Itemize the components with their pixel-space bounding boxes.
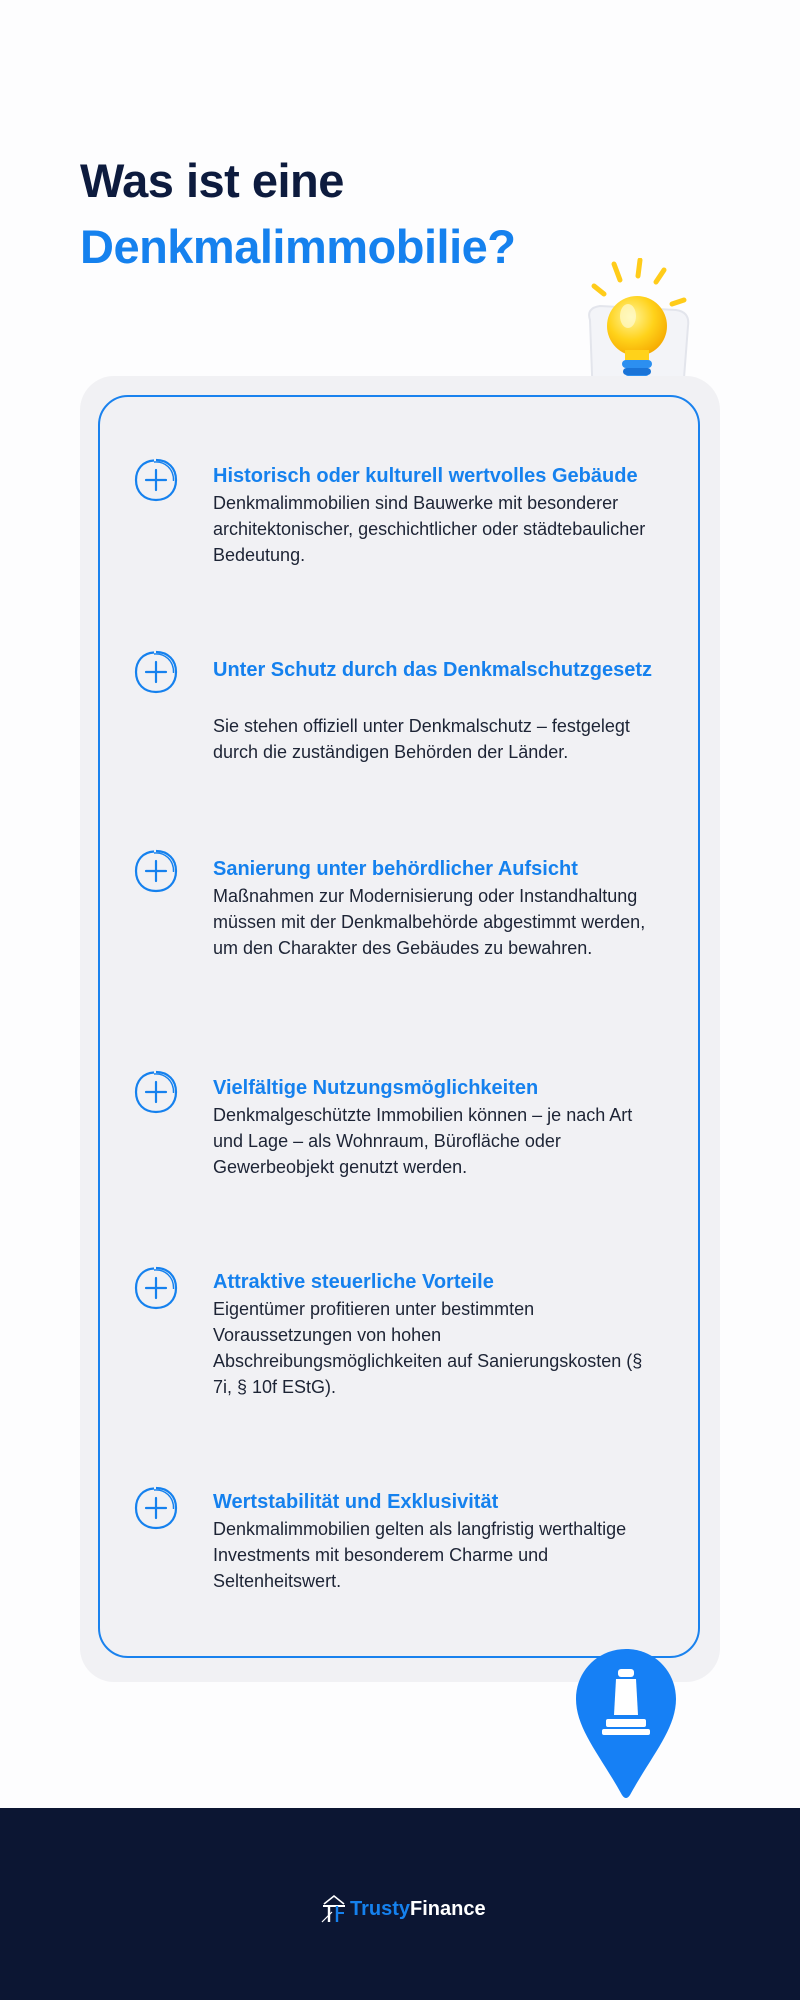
item-title: Vielfältige Nutzungsmöglichkeiten — [213, 1077, 539, 1099]
item-title: Historisch oder kulturell wertvolles Gebäude — [213, 465, 638, 487]
plus-circle-icon — [132, 1484, 180, 1532]
item-description: Denkmalgeschützte Immobilien können – je nach Art und Lage – als Wohnraum, Bürofläche oder Gewerbeobjekt genutzt werden. — [213, 1105, 633, 1177]
item-description: Denkmalimmobilien sind Bauwerke mit besonderer architektonischer, geschichtlicher oder städtebaulicher Bedeutung. — [213, 493, 646, 565]
logo-text-trusty: Trusty — [350, 1897, 411, 1920]
plus-circle-icon — [132, 648, 180, 696]
plus-circle-icon — [132, 456, 180, 504]
monument-pin-icon — [572, 1645, 680, 1800]
brand-logo[interactable] — [320, 1894, 486, 1924]
item-title: Wertstabilität und Exklusivität — [213, 1491, 499, 1513]
plus-circle-icon — [132, 1068, 180, 1116]
item-title: Unter Schutz durch das Denkmalschutzgesetz — [213, 659, 652, 681]
item-description: Maßnahmen zur Modernisierung oder Instandhaltung müssen mit der Denkmalbehörde abgestimmt werden, um den Charakter des Gebäudes zu bewahren. — [213, 886, 646, 958]
feature-card — [98, 395, 700, 1658]
footer — [0, 1808, 800, 2000]
logo-text-finance: Finance — [410, 1897, 486, 1920]
item-title: Sanierung unter behördlicher Aufsicht — [213, 858, 578, 880]
item-title: Attraktive steuerliche Vorteile — [213, 1271, 494, 1293]
logo-mark-icon — [320, 1894, 348, 1924]
title-line-1: Was ist eine — [80, 154, 344, 207]
page-title — [80, 148, 516, 280]
item-description: Eigentümer profitieren unter bestimmten Voraussetzungen von hohen Abschreibungsmöglichkeiten auf Sanierungskosten (§ 7i, § 10f EStG). — [213, 1299, 643, 1397]
item-description: Sie stehen offiziell unter Denkmalschutz – festgelegt durch die zuständigen Behörden der Länder. — [213, 716, 630, 762]
plus-circle-icon — [132, 847, 180, 895]
item-description: Denkmalimmobilien gelten als langfristig werthaltige Investments mit besonderem Charme und Seltenheitswert. — [213, 1519, 627, 1591]
plus-circle-icon — [132, 1264, 180, 1312]
title-line-2: Denkmalimmobilie? — [80, 220, 516, 273]
